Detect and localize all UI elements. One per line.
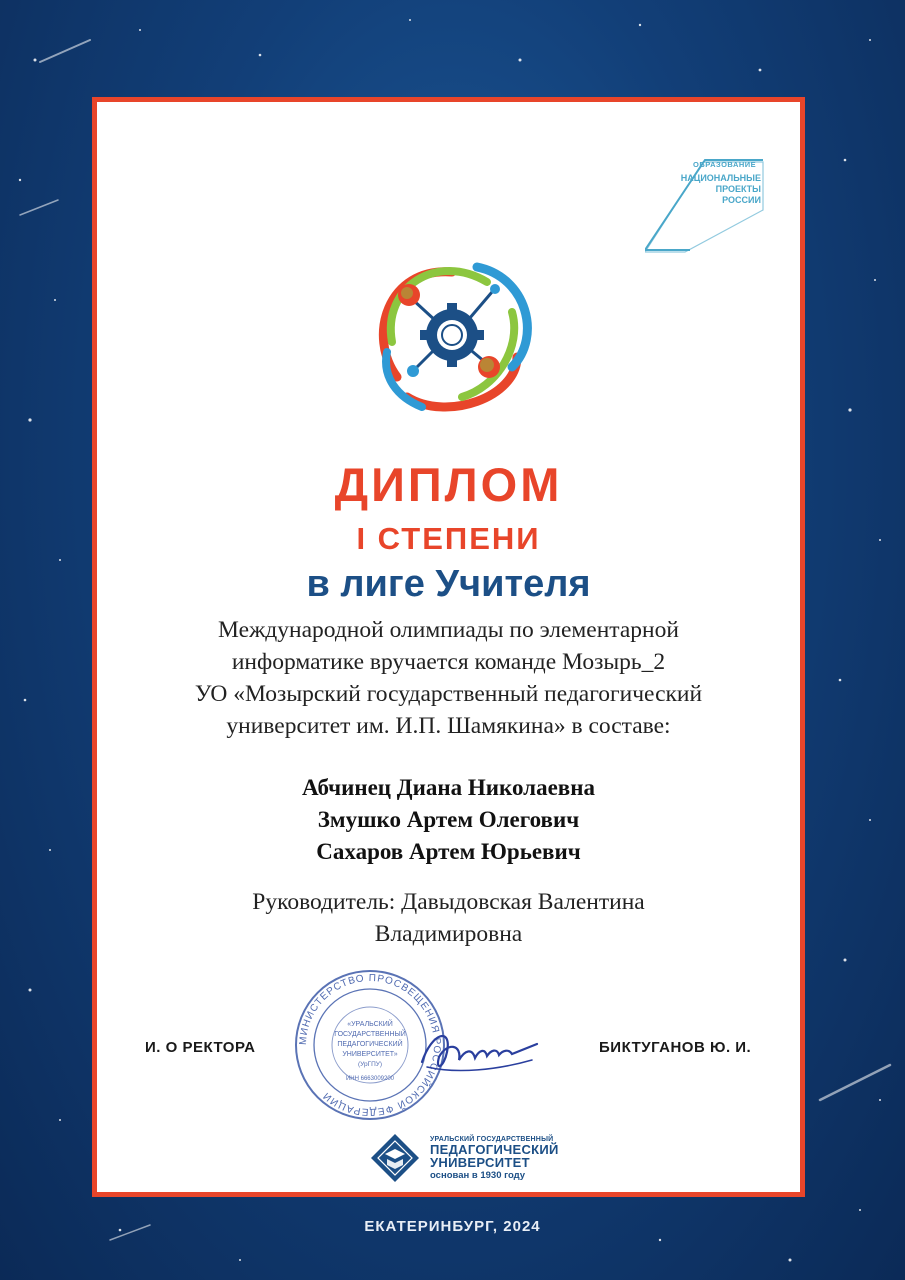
rector-name: БИКТУГАНОВ Ю. И. [599, 1039, 752, 1056]
rector-title: И. О РЕКТОРА [145, 1039, 256, 1056]
np-line-3: РОССИИ [722, 195, 761, 205]
diploma-card [92, 97, 805, 1197]
description-line-2: информатике вручается команде Мозырь_2 [231, 649, 666, 675]
gear-atom-icon [367, 247, 537, 417]
rector-signature [417, 1022, 542, 1082]
university-line-2: ПЕДАГОГИЧЕСКИЙ [430, 1142, 559, 1157]
np-line-2: ПРОЕКТЫ [715, 184, 761, 194]
team-member: Абчинец Диана Николаевна [302, 775, 595, 800]
stamp-center-4: УНИВЕРСИТЕТ» [342, 1051, 398, 1058]
description-text [137, 614, 760, 742]
diploma-title: ДИПЛОМ [334, 458, 563, 511]
leader-line-2: Владимировна [374, 921, 523, 947]
university-name [430, 1136, 559, 1181]
team-members [137, 772, 760, 868]
team-member: Сахаров Артем Юрьевич [316, 839, 581, 864]
description-line-3: УО «Мозырский государственный педагогический [194, 681, 703, 707]
team-leader [137, 886, 760, 950]
leader-line-1: Руководитель: Давыдовская Валентина [252, 889, 645, 915]
stamp-inn: ИНН 6663009200 [345, 1076, 395, 1082]
stamp-outer-text: МИНИСТЕРСТВО ПРОСВЕЩЕНИЯ РОССИЙСКОЙ ФЕДЕРАЦИИ [297, 972, 443, 1118]
team-member: Змушко Артем Олегович [317, 807, 580, 832]
np-label [679, 173, 761, 206]
university-line-1: УРАЛЬСКИЙ ГОСУДАРСТВЕННЫЙ [430, 1136, 554, 1143]
stamp-center-3: ПЕДАГОГИЧЕСКИЙ [337, 1041, 403, 1048]
description-line-4: университет им. И.П. Шамякина» в составе: [226, 713, 671, 739]
description-line-1: Международной олимпиады по элементарной [218, 617, 679, 643]
university-founded: основан в 1930 году [430, 1170, 526, 1181]
stamp-center-5: (УрГПУ) [357, 1061, 383, 1068]
stamp-center-1: «УРАЛЬСКИЙ [347, 1021, 393, 1028]
diploma-league: в лиге Учителя [306, 563, 591, 605]
university-emblem-icon [369, 1132, 421, 1184]
np-label-small: ОБРАЗОВАНИЕ [693, 160, 757, 169]
stamp-center-2: ГОСУДАРСТВЕННЫЙ [334, 1031, 406, 1038]
np-line-1: НАЦИОНАЛЬНЫЕ [680, 173, 761, 183]
diploma-degree: I СТЕПЕНИ [356, 521, 541, 556]
footer-city-year: ЕКАТЕРИНБУРГ, 2024 [364, 1218, 541, 1235]
university-line-3: УНИВЕРСИТЕТ [430, 1155, 530, 1170]
